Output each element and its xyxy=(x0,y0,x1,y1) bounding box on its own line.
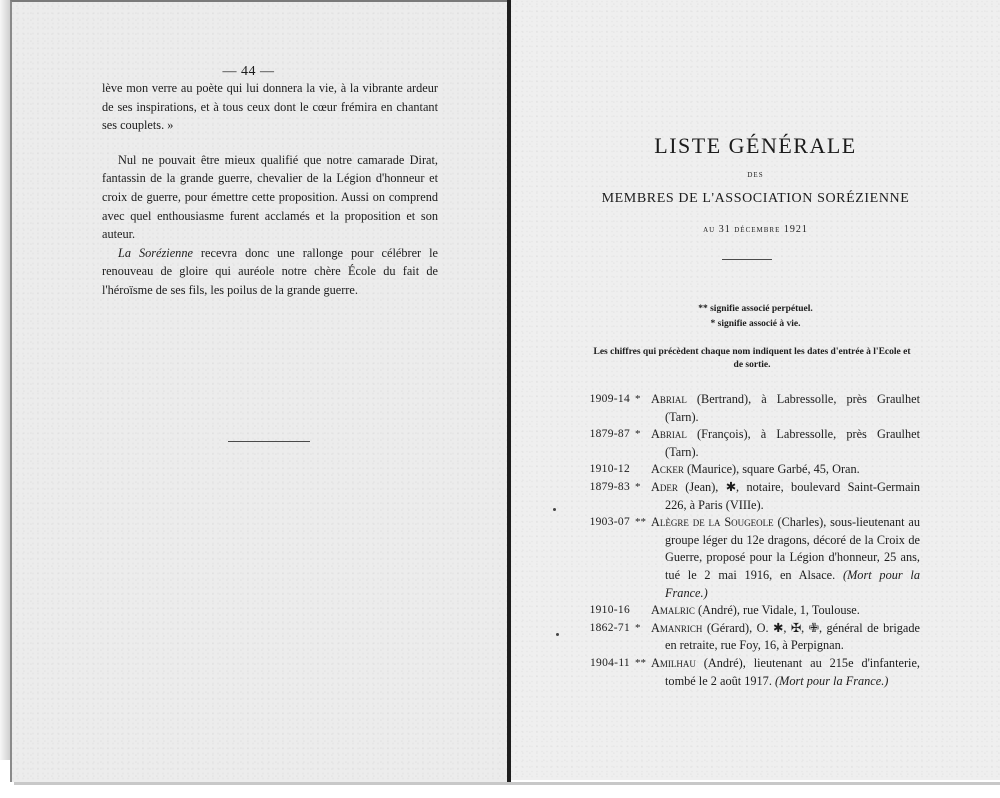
entry-details: (François), à Labressolle, près Graulhet (Tarn). xyxy=(665,427,920,459)
member-entry xyxy=(580,602,920,620)
entry-name: Abrial xyxy=(651,392,687,406)
entry-years: 1909-14 xyxy=(589,393,630,405)
left-page-text xyxy=(102,79,438,300)
entry-details: (André), lieutenant au 215e d'infanterie, tombé le 2 août 1917. xyxy=(665,655,920,688)
entry-details: (Gérard), O. ✱, ✠, ✙, général de brigade en retraite, rue Foy, 16, à Perpignan. xyxy=(665,620,920,653)
member-entry xyxy=(580,391,920,426)
book-edge-shadow xyxy=(0,0,10,760)
title-connector: DES xyxy=(747,171,764,179)
ink-speck xyxy=(556,633,559,636)
entry-years: 1903-07 xyxy=(589,516,630,529)
entry-name: Amilhau xyxy=(651,655,696,670)
entry-body xyxy=(649,391,920,426)
entry-details: (André), rue Vidale, 1, Toulouse. xyxy=(694,603,860,618)
entry-name: Abrial xyxy=(651,427,687,442)
member-entry xyxy=(580,514,920,602)
entry-mark: * xyxy=(635,393,641,405)
entry-details: (Bertrand), à Labressolle, près Graulhet (Tarn). xyxy=(665,392,920,424)
list-date: au 31 décembre 1921 xyxy=(703,224,808,235)
entry-body xyxy=(649,461,920,479)
page-bottom-edge xyxy=(14,782,1000,785)
paragraph-sorezienne xyxy=(102,244,438,300)
member-entry xyxy=(580,620,920,655)
paragraph-quote-end: lève mon verre au poète qui lui donnera la vie, à la vibrante ardeur de ses inspirations, et à tous ceux dont le cœur frémira en chantant ses couplets. » xyxy=(102,81,438,133)
member-entry xyxy=(580,655,920,690)
list-subtitle: MEMBRES DE L'ASSOCIATION SORÉZIENNE xyxy=(601,191,910,206)
entry-name: Amanrich xyxy=(651,620,703,635)
entry-years: 1910-12 xyxy=(589,463,630,476)
entry-mark: ** xyxy=(635,656,646,669)
entry-body xyxy=(649,602,920,620)
entry-mark xyxy=(635,602,649,620)
section-divider xyxy=(228,441,310,442)
entry-body xyxy=(649,620,920,655)
entry-mark: ** xyxy=(635,516,646,529)
entry-name: Alègre de la Sougeole xyxy=(651,515,774,530)
title-divider xyxy=(722,259,772,260)
paragraph-text: recevra donc une rallonge pour célébrer le renouveau de gloire qui auréole notre chère École du fait de l'héroïsme de ses fils, les poilus de la grande guerre. xyxy=(102,245,438,297)
entry-name: Ader xyxy=(651,479,678,494)
entry-mark: * xyxy=(635,621,641,634)
entry-details: (Maurice), square Garbé, 45, Oran. xyxy=(683,462,860,477)
list-title: LISTE GÉNÉRALE xyxy=(654,133,857,158)
entry-death-note: (Mort pour la France.) xyxy=(774,673,889,688)
member-list xyxy=(580,391,920,690)
member-entry xyxy=(580,479,920,514)
dates-note: Les chiffres qui précèdent chaque nom indiquent les dates d'entrée à l'Ecole et de sortie. xyxy=(593,347,911,370)
member-entry xyxy=(580,461,920,479)
entry-death-note: (Mort pour la France.) xyxy=(665,567,920,600)
entry-mark xyxy=(635,461,649,479)
legend-perpetual: ** signifie associé perpétuel. xyxy=(698,304,813,314)
entry-years: 1879-87 xyxy=(589,428,630,441)
entry-name: Amalric xyxy=(651,603,695,618)
entry-years: 1879-83 xyxy=(589,480,630,493)
entry-years: 1862-71 xyxy=(589,621,630,634)
entry-mark: * xyxy=(635,428,641,441)
entry-body xyxy=(649,426,920,461)
entry-body xyxy=(649,655,920,690)
entry-details: (Jean), ✱, notaire, boulevard Saint-Germain 226, à Paris (VIIIe). xyxy=(665,479,920,512)
entry-years: 1910-16 xyxy=(589,604,630,617)
entry-details: (Charles), sous-lieutenant au groupe léger du 12e dragons, décoré de la Croix de Guerre, proposé pour la Légion d'honneur, 25 ans, tué le 2 mai 1916, en Alsace. xyxy=(665,515,920,582)
legend-life: * signifie associé à vie. xyxy=(710,319,801,329)
ink-speck xyxy=(553,508,556,511)
page-number: — 44 — xyxy=(222,64,275,79)
member-entry xyxy=(580,426,920,461)
entry-body xyxy=(649,479,920,514)
entry-mark: * xyxy=(635,480,641,493)
entry-years: 1904-11 xyxy=(589,656,630,669)
entry-name: Acker xyxy=(651,462,684,477)
paragraph-dirat: Nul ne pouvait être mieux qualifié que notre camarade Dirat, fantassin de la grande guerre, chevalier de la Légion d'honneur et croix de guerre, pour émettre cette proposition. Aussi on comprend avec quel enthousiasme furent acclamés et la proposition et son auteur. xyxy=(102,152,438,242)
italic-title: La Sorézienne xyxy=(118,245,193,260)
entry-body xyxy=(649,514,920,602)
